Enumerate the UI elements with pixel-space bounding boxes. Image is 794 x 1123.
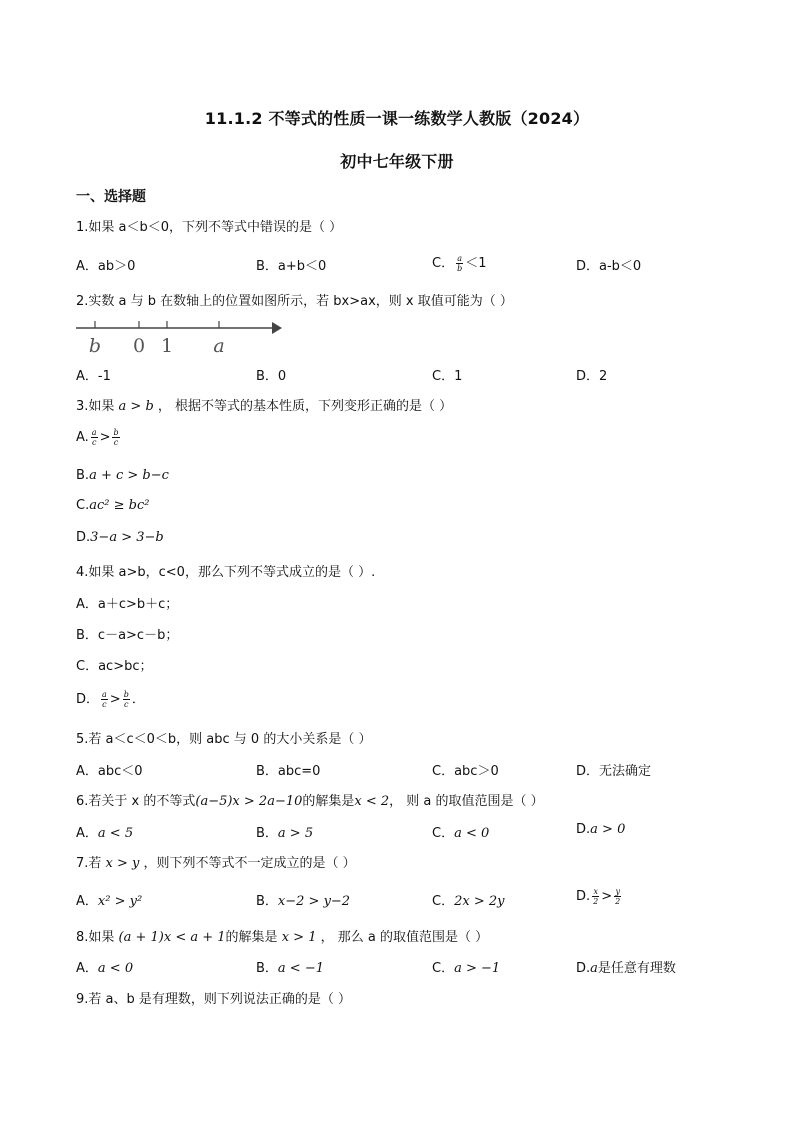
question-4-stem: 4.如果 a>b，c<0，那么下列不等式成立的是（ ）. [76, 565, 376, 580]
question-2-option-d: D．2 [576, 369, 608, 384]
question-4-option-b: B．c－a>c－b； [76, 628, 179, 643]
question-1-option-b: B．a+b＜0 [256, 259, 327, 274]
question-6-stem: 6.若关于 x 的不等式(a−5)x > 2a−10的解集是x < 2， 则 a 的取值范围是（ ） [76, 794, 544, 809]
section-heading: 一、选择题 [76, 189, 146, 205]
label-a: a [213, 335, 225, 357]
question-2-stem: 2.实数 a 与 b 在数轴上的位置如图所示，若 bx>ax，则 x 取值可能为（ ） [76, 294, 513, 309]
fraction: $\frac{a}{b}$ [457, 254, 463, 273]
label-b: b [88, 335, 102, 357]
question-3-option-c: C.ac² ≥ bc² [76, 498, 150, 513]
question-6-option-b: B．a > 5 [256, 826, 314, 841]
number-line-figure [76, 314, 286, 360]
option-label: C． [432, 256, 455, 271]
question-2-option-b: B．0 [256, 369, 287, 384]
question-4-option-a: A．a＋c>b＋c； [76, 597, 179, 612]
arrow-icon [272, 322, 282, 334]
document-title: 11.1.2 不等式的性质一课一练数学人教版（2024） [204, 109, 590, 128]
question-3-option-d: D.3−a > 3−b [76, 530, 164, 545]
question-7-option-d: D. $\frac{x}{2}$ > $\frac{y}{2}$ [576, 887, 621, 906]
question-9-stem: 9.若 a、b 是有理数，则下列说法正确的是（ ） [76, 992, 352, 1007]
question-8-option-c: C．a > −1 [432, 961, 501, 976]
question-6-option-c: C．a < 0 [432, 826, 490, 841]
question-5-option-b: B．abc=0 [256, 764, 321, 779]
question-8-option-d: D.a是任意有理数 [576, 961, 676, 976]
question-1-stem: 1.如果 a＜b＜0，下列不等式中错误的是（ ） [76, 220, 343, 235]
question-3-stem: 3.如果 a > b ， 根据不等式的基本性质，下列变形正确的是（ ） [76, 399, 453, 414]
question-6-option-a: A．a < 5 [76, 826, 134, 841]
question-8-option-a: A．a < 0 [76, 961, 134, 976]
label-1: 1 [160, 335, 174, 357]
question-4-option-d: D． $\frac{a}{c}$ > $\frac{b}{c}$ ． [76, 690, 145, 709]
question-5-stem: 5.若 a＜c＜0＜b，则 abc 与 0 的大小关系是（ ） [76, 732, 372, 747]
question-1-option-c: C． $\frac{a}{b}$ ＜1 [432, 254, 487, 273]
question-6-option-d: D.a > 0 [576, 822, 626, 837]
question-5-option-d: D．无法确定 [576, 764, 652, 779]
question-5-option-a: A．abc＜0 [76, 764, 143, 779]
question-2-option-c: C．1 [432, 369, 463, 384]
question-8-option-b: B．a < −1 [256, 961, 324, 976]
question-3-option-a: A. $\frac{a}{c}$ > $\frac{b}{c}$ [76, 428, 119, 447]
question-4-option-c: C．ac>bc； [76, 659, 153, 674]
question-7-stem: 7.若 x > y ，则下列不等式不一定成立的是（ ） [76, 856, 356, 871]
question-7-option-c: C．2x > 2y [432, 894, 505, 909]
question-7-option-b: B．x−2 > y−2 [256, 894, 351, 909]
question-7-option-a: A．x² > y² [76, 894, 143, 909]
document-subtitle: 初中七年级下册 [340, 152, 454, 171]
label-0: 0 [132, 335, 146, 357]
question-3-option-b: B.a + c > b−c [76, 468, 169, 483]
question-1-option-a: A．ab＞0 [76, 259, 136, 274]
question-1-option-d: D．a-b＜0 [576, 259, 642, 274]
question-2-option-a: A．-1 [76, 369, 111, 384]
question-8-stem: 8.如果 (a + 1)x < a + 1的解集是 x > 1 ， 那么 a 的取值范围是（ ） [76, 930, 489, 945]
question-5-option-c: C．abc＞0 [432, 764, 499, 779]
